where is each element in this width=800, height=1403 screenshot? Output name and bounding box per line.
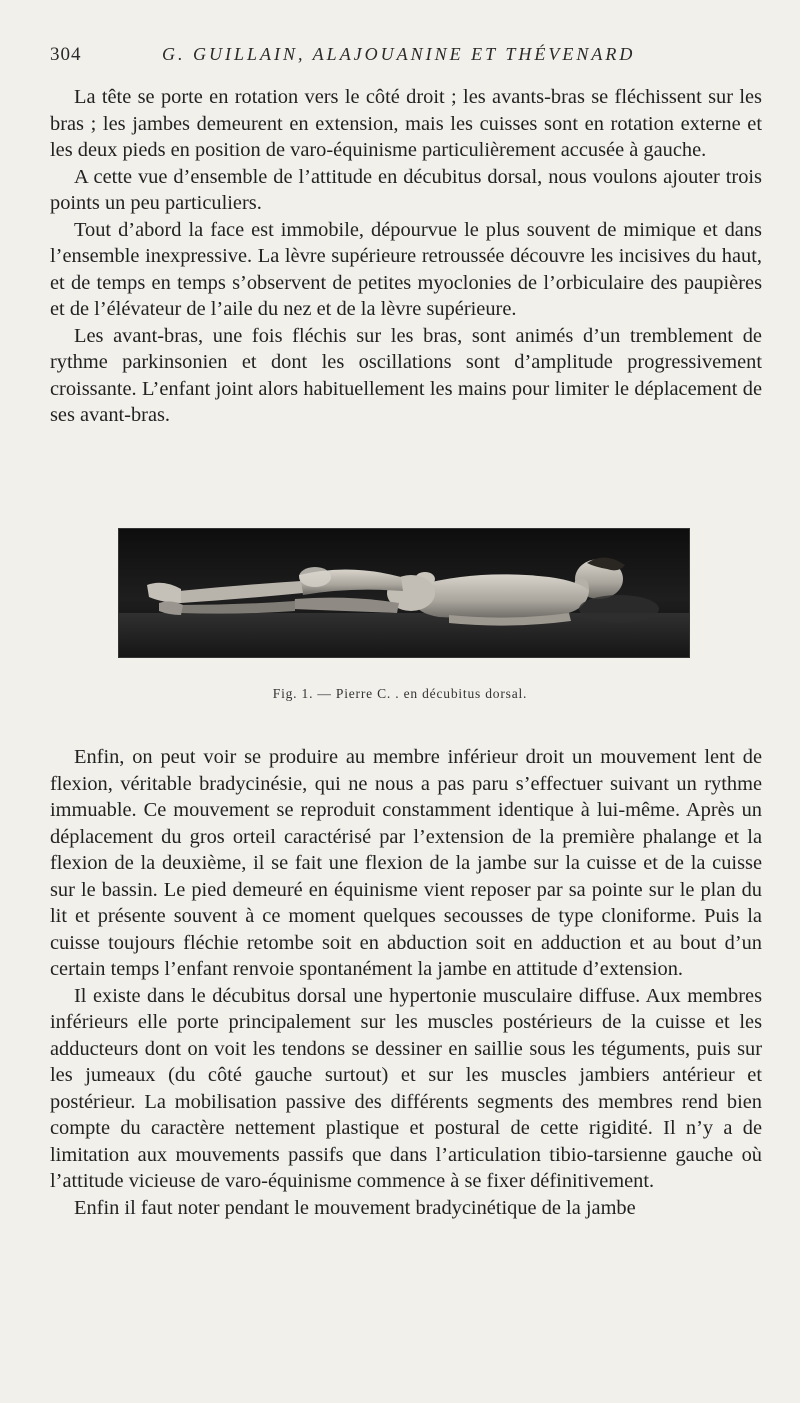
body-text-top bbox=[50, 84, 762, 429]
photo-frame bbox=[118, 528, 690, 658]
page-number: 304 bbox=[50, 44, 82, 65]
running-title: G. GUILLAIN, ALAJOUANINE ET THÉVENARD bbox=[162, 44, 636, 64]
paragraph: La tête se porte en rotation vers le côté droit ; les avants-bras se fléchissent sur les bras ; les jambes demeurent en extension, mais les cuisses sont en rotation externe et les deux pieds en position de varo-équinisme particulièrement accusée à gauche. bbox=[50, 86, 762, 161]
photo-patient-supine bbox=[119, 529, 689, 657]
figure-caption: Fig. 1. — Pierre C. . en décubitus dorsal. bbox=[272, 686, 528, 701]
running-head bbox=[50, 44, 762, 70]
paragraph: Tout d’abord la face est immobile, dépourvue le plus souvent de mimique et dans l’ensemble inexpressive. La lèvre supérieure retroussée découvre les incisives du haut, et de temps en temps s’observent de petites myoclonies de l’orbiculaire des paupières et de l’élévateur de l’aile du nez et de la lèvre supérieure. bbox=[50, 218, 762, 320]
paragraph: Il existe dans le décubitus dorsal une hypertonie musculaire diffuse. Aux membres inférieurs elle porte principalement sur les muscles postérieurs de la cuisse et les adducteurs dont on voit les tendons se dessiner en saillie sous les téguments, puis sur les jumeaux (du côté gauche surtout) et sur les muscles jambiers antérieur et postérieur. La mobilisation passive des différents segments des membres rend bien compte du caractère nettement plastique et postural de cette rigidité. Il n’y a de limitation aux mouvements passifs que dans l’articulation tibio-tarsienne gauche où l’attitude vicieuse de varo-équinisme commence à se fixer définitivement. bbox=[50, 984, 762, 1192]
paragraph: Enfin, on peut voir se produire au membre inférieur droit un mouvement lent de flexion, véritable bradycinésie, qui ne nous a pas paru s’effectuer suivant un rythme immuable. Ce mouvement se reproduit constamment identique à lui-même. Après un déplacement du gros orteil caractérisé par l’extension de la première phalange et la flexion de la deuxième, il se fait une flexion de la jambe sur la cuisse et de la cuisse sur le bassin. Le pied demeuré en équinisme vient reposer par sa pointe sur le plan du lit et présente souvent à ce moment quelques secousses de type cloniforme. Puis la cuisse toujours fléchie retombe soit en abduction soit en adduction et au bout d’un certain temps l’enfant renvoie spontanément la jambe en attitude d’extension. bbox=[50, 746, 762, 980]
figure-photograph bbox=[118, 528, 690, 658]
paragraph: Les avant-bras, une fois fléchis sur les bras, sont animés d’un tremblement de rythme parkinsonien et dont les oscillations sont d’amplitude progressivement croissante. L’enfant joint alors habituellement les mains pour limiter le déplacement de ses avant-bras. bbox=[50, 324, 762, 426]
paragraph: A cette vue d’ensemble de l’attitude en décubitus dorsal, nous voulons ajouter trois points un peu particuliers. bbox=[50, 165, 762, 214]
paragraph: Enfin il faut noter pendant le mouvement bradycinétique de la jambe bbox=[74, 1196, 636, 1219]
body-text-bottom bbox=[50, 744, 762, 1221]
